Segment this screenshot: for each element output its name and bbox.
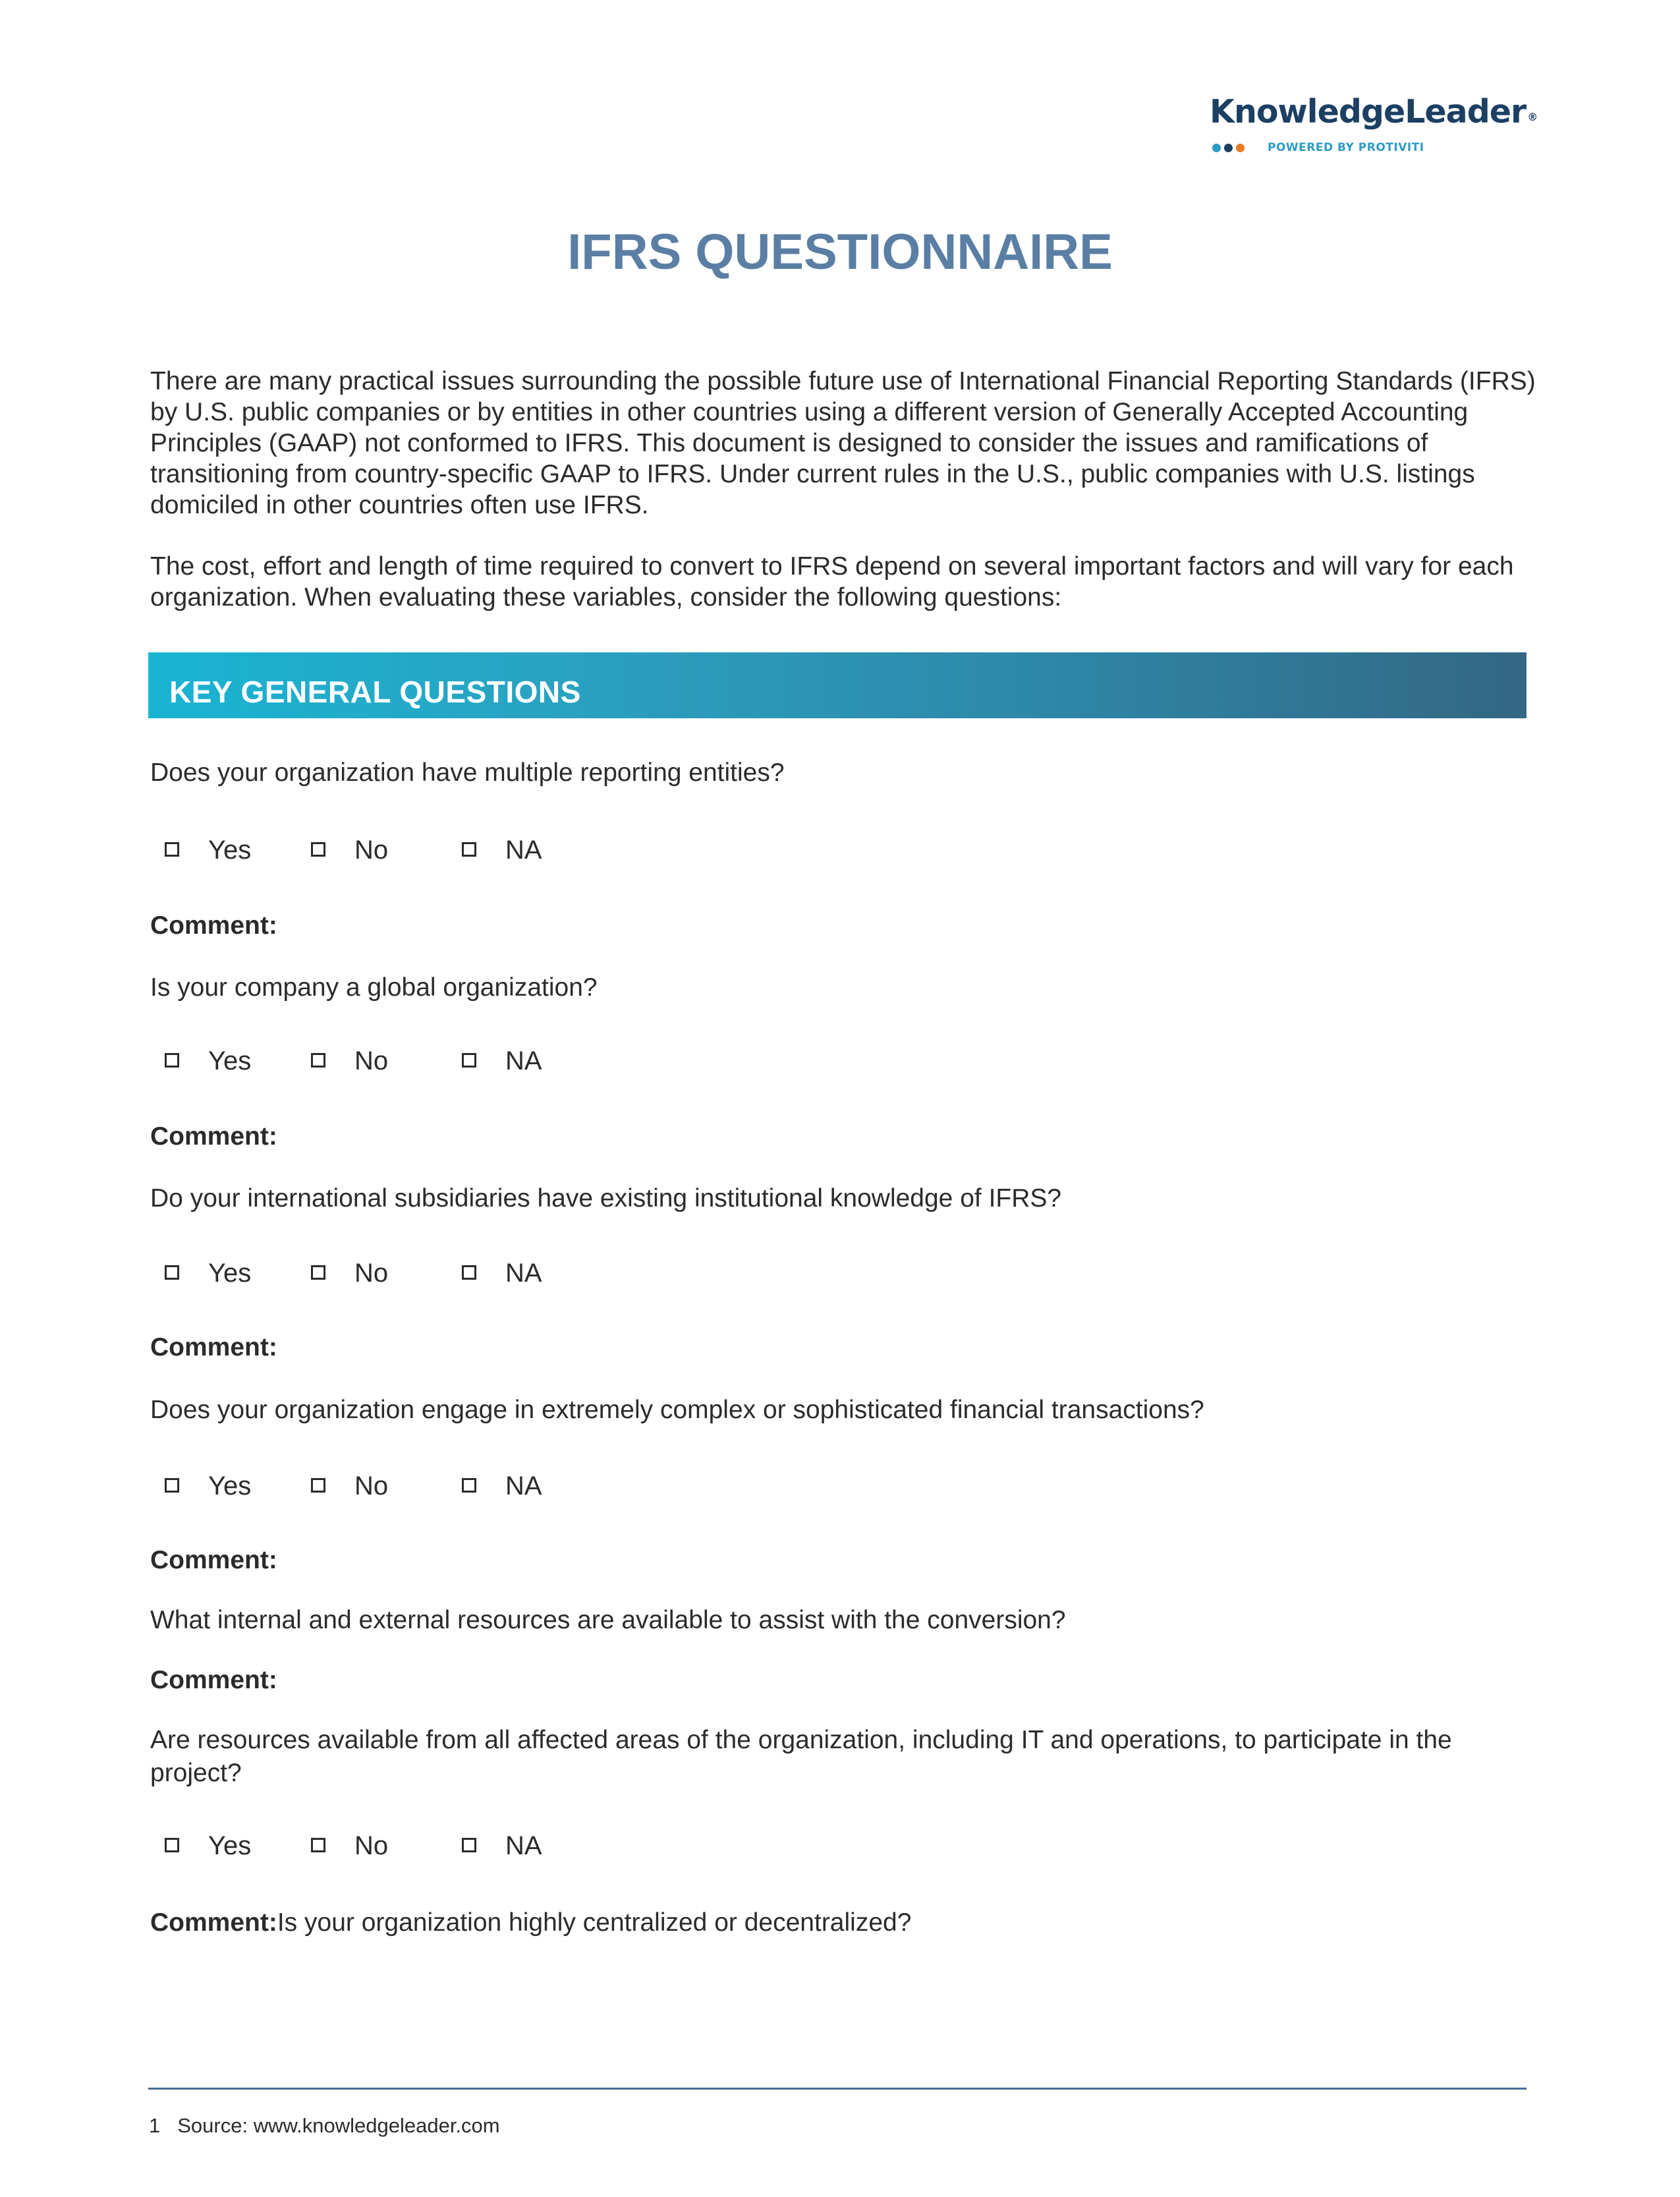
- brand-wordmark: [1210, 91, 1539, 133]
- document-title: IFRS QUESTIONNAIRE: [567, 224, 1113, 280]
- option-label: Yes: [208, 836, 252, 865]
- comment-3: [150, 1331, 277, 1364]
- comment-label: Comment:: [150, 1546, 277, 1574]
- brand-dot-orange: [1236, 144, 1245, 152]
- brand-dot-blue: [1212, 144, 1221, 152]
- option-label: NA: [505, 836, 542, 865]
- trademark-symbol: ®: [1527, 111, 1538, 123]
- comment-label: Comment:: [150, 1122, 277, 1151]
- brand-tagline-row: [1210, 141, 1539, 154]
- checkbox-icon[interactable]: [311, 842, 325, 857]
- comment-1: [150, 909, 277, 942]
- option-label: No: [354, 1471, 389, 1500]
- intro-paragraph-1: There are many practical issues surrounding the possible future use of International Financial Reporting Standards (IFRS) by U.S. public companies or by entities in other countries using a different version of Generally Accepted Accounting Principles (GAAP) not conformed to IFRS. This document is designed to consider the issues and ramifications of transitioning from country-specific GAAP to IFRS. Under current rules in the U.S., public companies with U.S. listings domiciled in other countries often use IFRS.: [150, 367, 1536, 519]
- option-label: Yes: [208, 1259, 252, 1288]
- checkbox-icon[interactable]: [462, 1838, 476, 1852]
- checkbox-icon[interactable]: [462, 1053, 476, 1068]
- option-label: No: [354, 1046, 389, 1075]
- option-label: No: [354, 1259, 389, 1288]
- comment-label: Comment:: [150, 911, 277, 940]
- question-2: Is your company a global organization?: [150, 973, 598, 1002]
- footnote: [149, 2113, 500, 2139]
- checkbox-icon[interactable]: [165, 842, 179, 857]
- brand-logo: [1210, 91, 1539, 154]
- question-4: Does your organization engage in extremely complex or sophisticated financial transactions?: [150, 1396, 1204, 1424]
- question-3: Do your international subsidiaries have existing institutional knowledge of IFRS?: [150, 1184, 1062, 1213]
- footer-divider: [148, 2088, 1526, 2090]
- checkbox-icon[interactable]: [165, 1838, 179, 1852]
- option-label: Yes: [208, 1046, 252, 1075]
- section-title: KEY GENERAL QUESTIONS: [169, 675, 581, 709]
- question-6: Are resources available from all affected areas of the organization, including IT and operations, to participate in the project?: [150, 1726, 1452, 1787]
- comment-2: [150, 1120, 277, 1153]
- brand-name: KnowledgeLeader: [1210, 93, 1526, 130]
- option-label: NA: [505, 1831, 542, 1860]
- option-label: Yes: [208, 1831, 252, 1860]
- section-header: [148, 652, 1526, 718]
- checkbox-icon[interactable]: [311, 1053, 325, 1068]
- checkbox-icon[interactable]: [165, 1478, 179, 1493]
- checkbox-icon[interactable]: [462, 842, 476, 857]
- checkbox-icon[interactable]: [311, 1265, 325, 1280]
- brand-dot-navy: [1224, 144, 1233, 152]
- intro-paragraph-2: The cost, effort and length of time required to convert to IFRS depend on several important factors and will vary for each organization. When evaluating these variables, consider the following questions:: [150, 552, 1514, 612]
- footnote-number: 1: [149, 2114, 161, 2137]
- option-label: NA: [505, 1259, 542, 1288]
- checkbox-icon[interactable]: [462, 1265, 476, 1280]
- question-7: Is your organization highly centralized or decentralized?: [277, 1908, 912, 1937]
- question-1: Does your organization have multiple reporting entities?: [150, 758, 785, 787]
- question-5: What internal and external resources are available to assist with the conversion?: [150, 1606, 1066, 1634]
- checkbox-icon[interactable]: [165, 1053, 179, 1068]
- option-label: NA: [505, 1046, 542, 1075]
- option-label: NA: [505, 1471, 542, 1500]
- checkbox-icon[interactable]: [311, 1838, 325, 1852]
- comment-4: [150, 1544, 277, 1577]
- brand-dots-icon: [1212, 144, 1248, 152]
- brand-tagline: POWERED BY PROTIVITI: [1268, 141, 1424, 154]
- option-label: No: [354, 1831, 389, 1860]
- comment-5: [150, 1664, 277, 1697]
- option-label: No: [354, 836, 389, 865]
- comment-label: Comment:: [150, 1908, 277, 1937]
- option-label: Yes: [208, 1471, 252, 1500]
- checkbox-icon[interactable]: [311, 1478, 325, 1493]
- checkbox-icon[interactable]: [462, 1478, 476, 1493]
- footnote-source: Source: www.knowledgeleader.com: [177, 2114, 500, 2137]
- comment-6-with-question-7: [150, 1906, 911, 1939]
- checkbox-icon[interactable]: [165, 1265, 179, 1280]
- comment-label: Comment:: [150, 1666, 277, 1694]
- comment-label: Comment:: [150, 1333, 277, 1361]
